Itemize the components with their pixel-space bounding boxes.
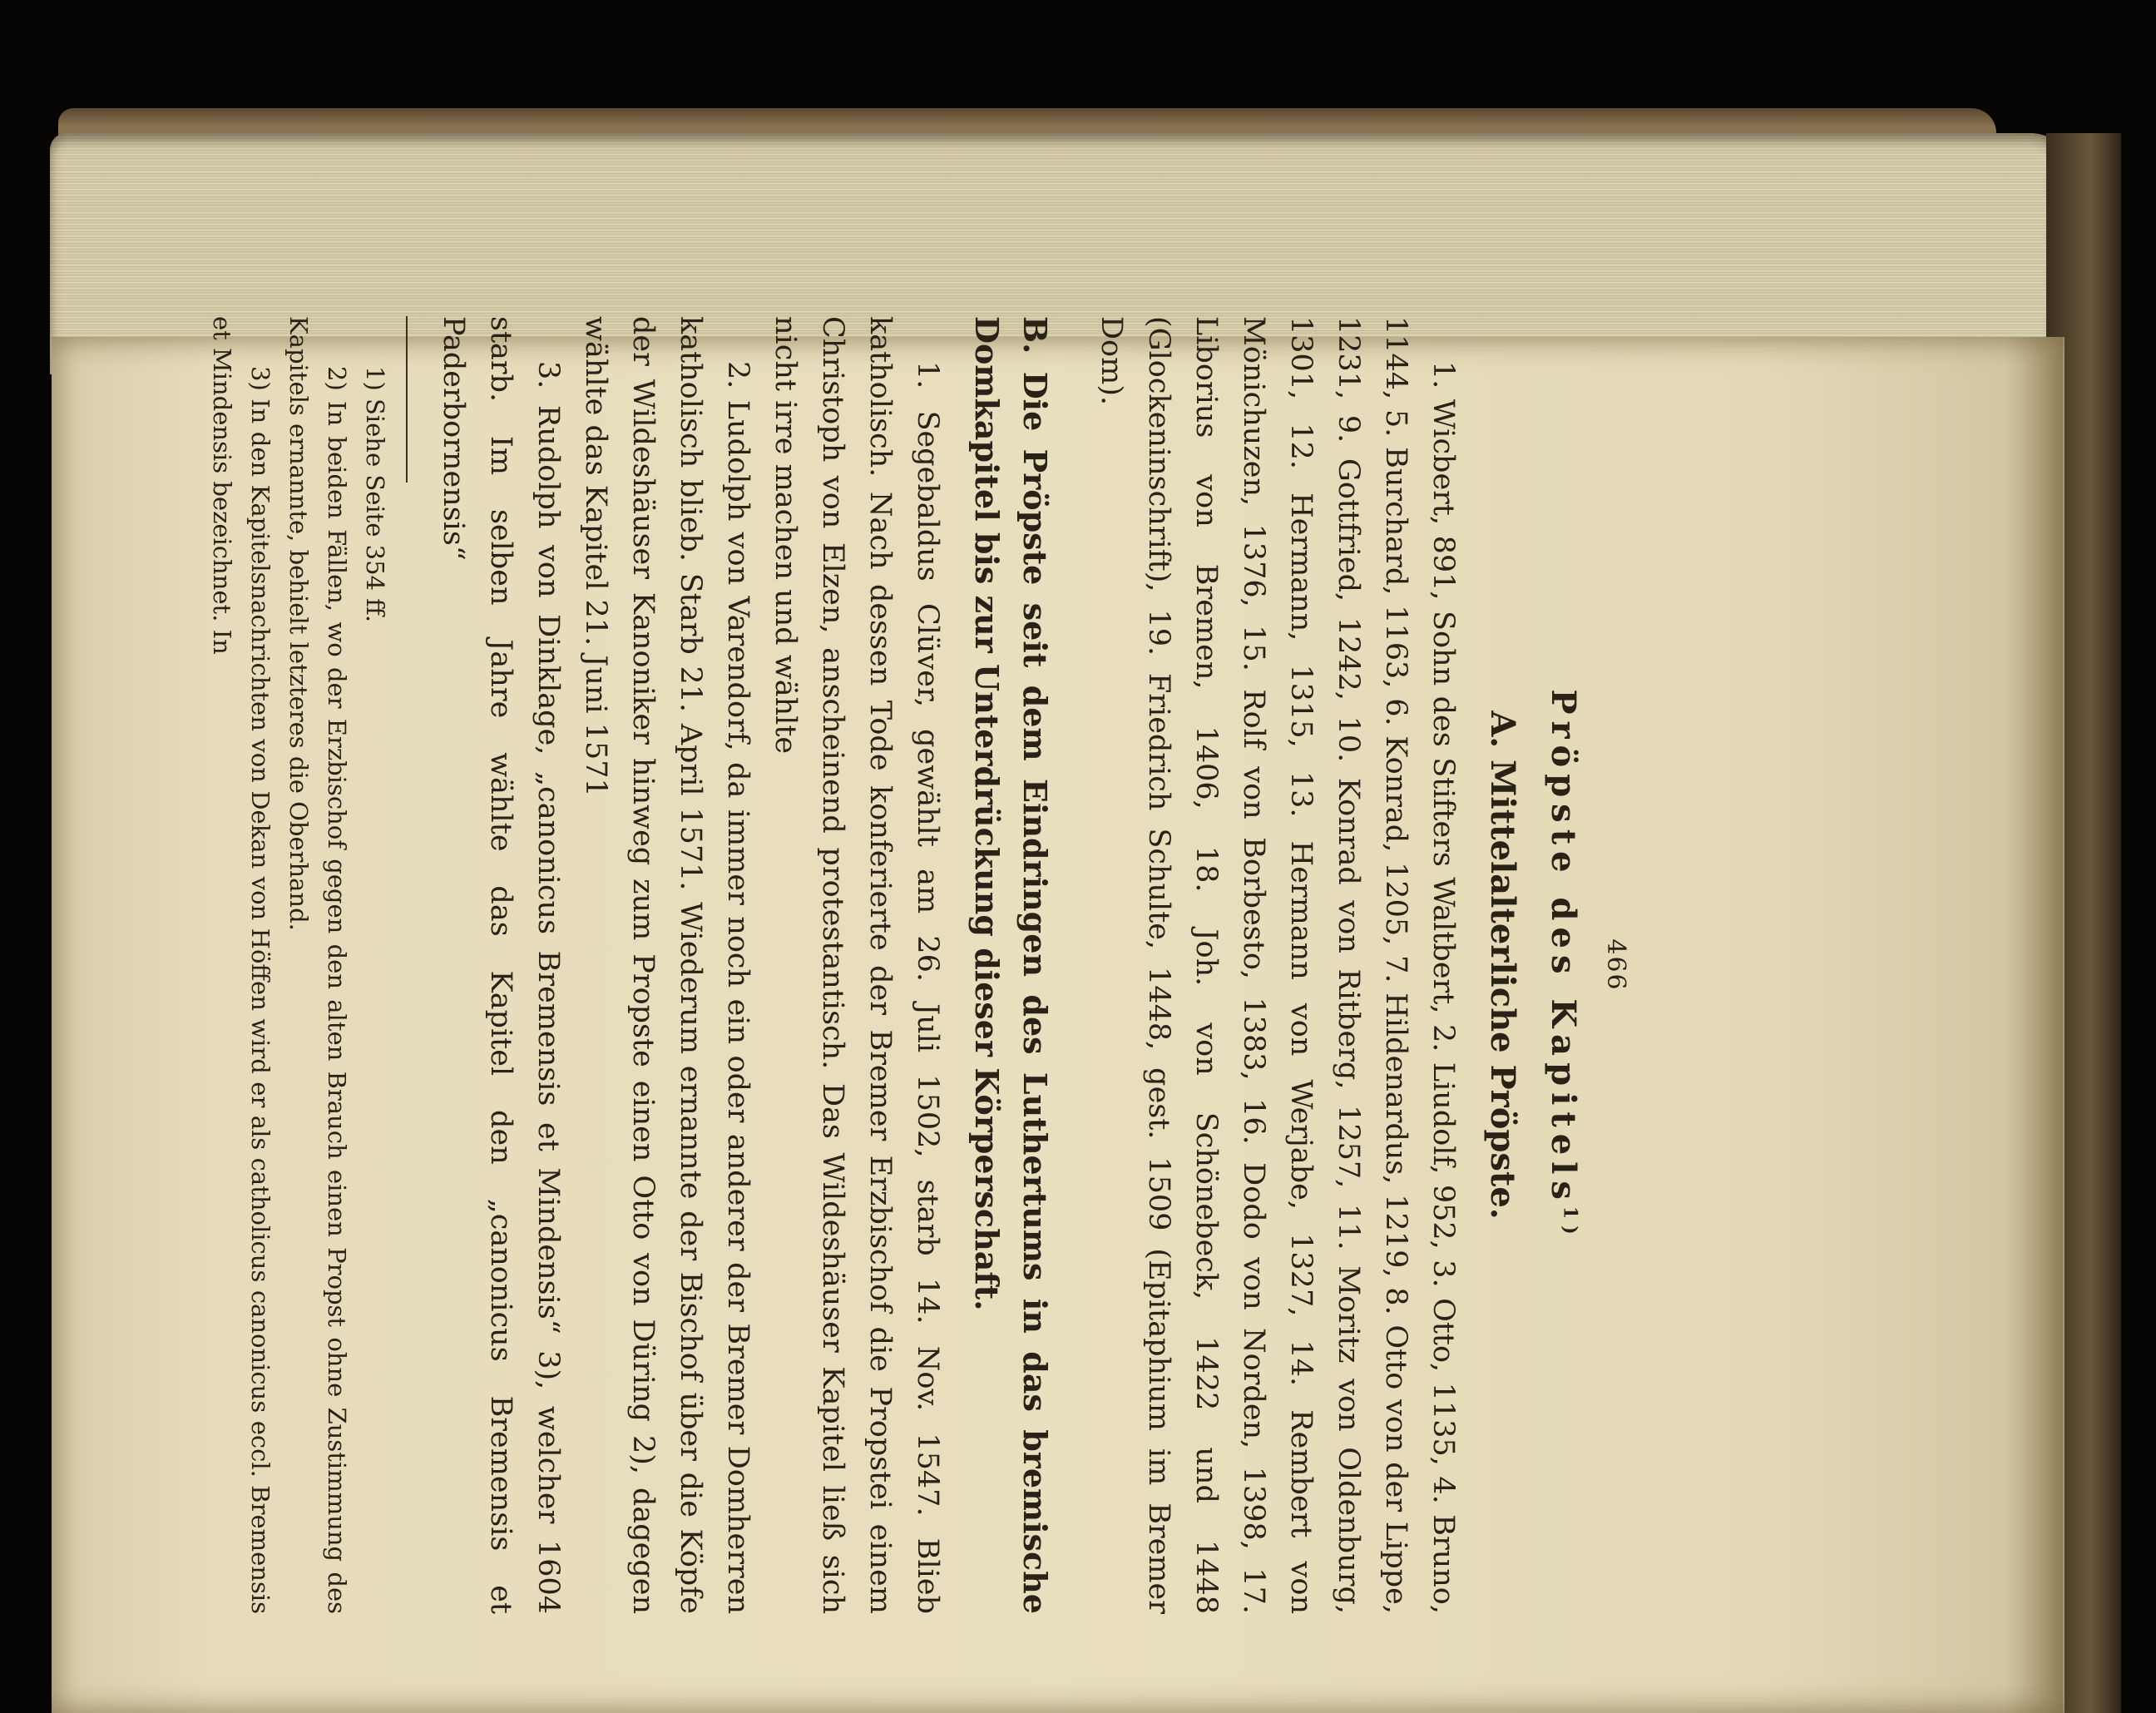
footnote-3: 3) In den Kapitelsnachrichten von Dekan von Höffen wird er als catholicus canonicus eccl. Bremensis et Mindensis bezeichnet. In (208, 316, 274, 1614)
page-title-text: Pröpste des Kapitels (1544, 689, 1583, 1206)
section-b-item-3: 3. Rudolph von Dinklage, „canonicus Bremensis et Mindensis“ 3), welcher 1604 starb. Im selben Jahre wählte das Kapitel den „canonicus Bremensis et Paderbornensis“ (437, 316, 565, 1614)
page-text-block (208, 316, 1630, 1614)
page-number: 466 (1601, 938, 1630, 992)
section-a-text: 1. Wicbert, 891, Sohn des Stifters Waltbert, 2. Liudolf, 952, 3. Otto, 1135, 4. Bruno, 1144, 5. Burchard, 1163, 6. Konrad, 1205, 7. Hildenardus, 1219, 8. Otto von der Lippe, 1231, 9. Gottfried, 1242, 10. Konrad von Ritberg, 1257, 11. Moritz von Oldenburg, 1301, 12. Hermann, 1315, 13. Hermann von Werjabe, 1327, 14. Rembert von Mönichuzen, 1376, 15. Rolf von Borbesto, 1383, 16. Dodo von Norden, 1398, 17. Liborius von Bremen, 1406, 18. Joh. von Schönebeck, 1422 und 1448 (Glockeninschrift), 19. Friedrich Schulte, 1448, gest. 1509 (Epitaphium im Bremer Dom). (1095, 316, 1460, 1614)
section-b-item-1: 1. Segebaldus Clüver, gewählt am 26. Juli 1502, starb 14. Nov. 1547. Blieb katholisch. Nach dessen Tode konferierte der Bremer Erzbischof die Propstei einem Christoph von Elzen, anscheinend protestantisch. Das Wildeshäuser Kapitel ließ sich nicht irre machen und wählte (769, 316, 944, 1614)
section-b-item-2: 2. Ludolph von Varendorf, da immer noch ein oder anderer der Bremer Domherren katholisch blieb. Starb 21. April 1571. Wiederum ernannte der Bischof über die Köpfe der Wildeshäuser Kanoniker hinweg zum Propste einen Otto von Düring 2), dagegen wählte das Kapitel 21. Juni 1571 (579, 316, 754, 1614)
section-a-heading: A. Mittelalterliche Pröpste. (1483, 710, 1522, 1220)
section-b-heading: B. Die Pröpste seit dem Eindringen des Luthertums in das bremische Domkapitel bis zur Unterdrückung dieser Körperschaft. (968, 316, 1054, 1614)
footnote-2: 2) In beiden Fällen, wo der Erzbischof gegen den alten Brauch einen Propst ohne Zustimmung des Kapitels ernannte, behielt letzteres die Oberhand. (284, 316, 351, 1614)
footnote-divider (406, 316, 408, 483)
page-title-footnote-mark: 1) (1559, 1206, 1581, 1241)
page-title (1544, 316, 1583, 1614)
footnote-1: 1) Siehe Seite 354 ff. (361, 366, 389, 623)
page-gutter (2005, 337, 2063, 1713)
